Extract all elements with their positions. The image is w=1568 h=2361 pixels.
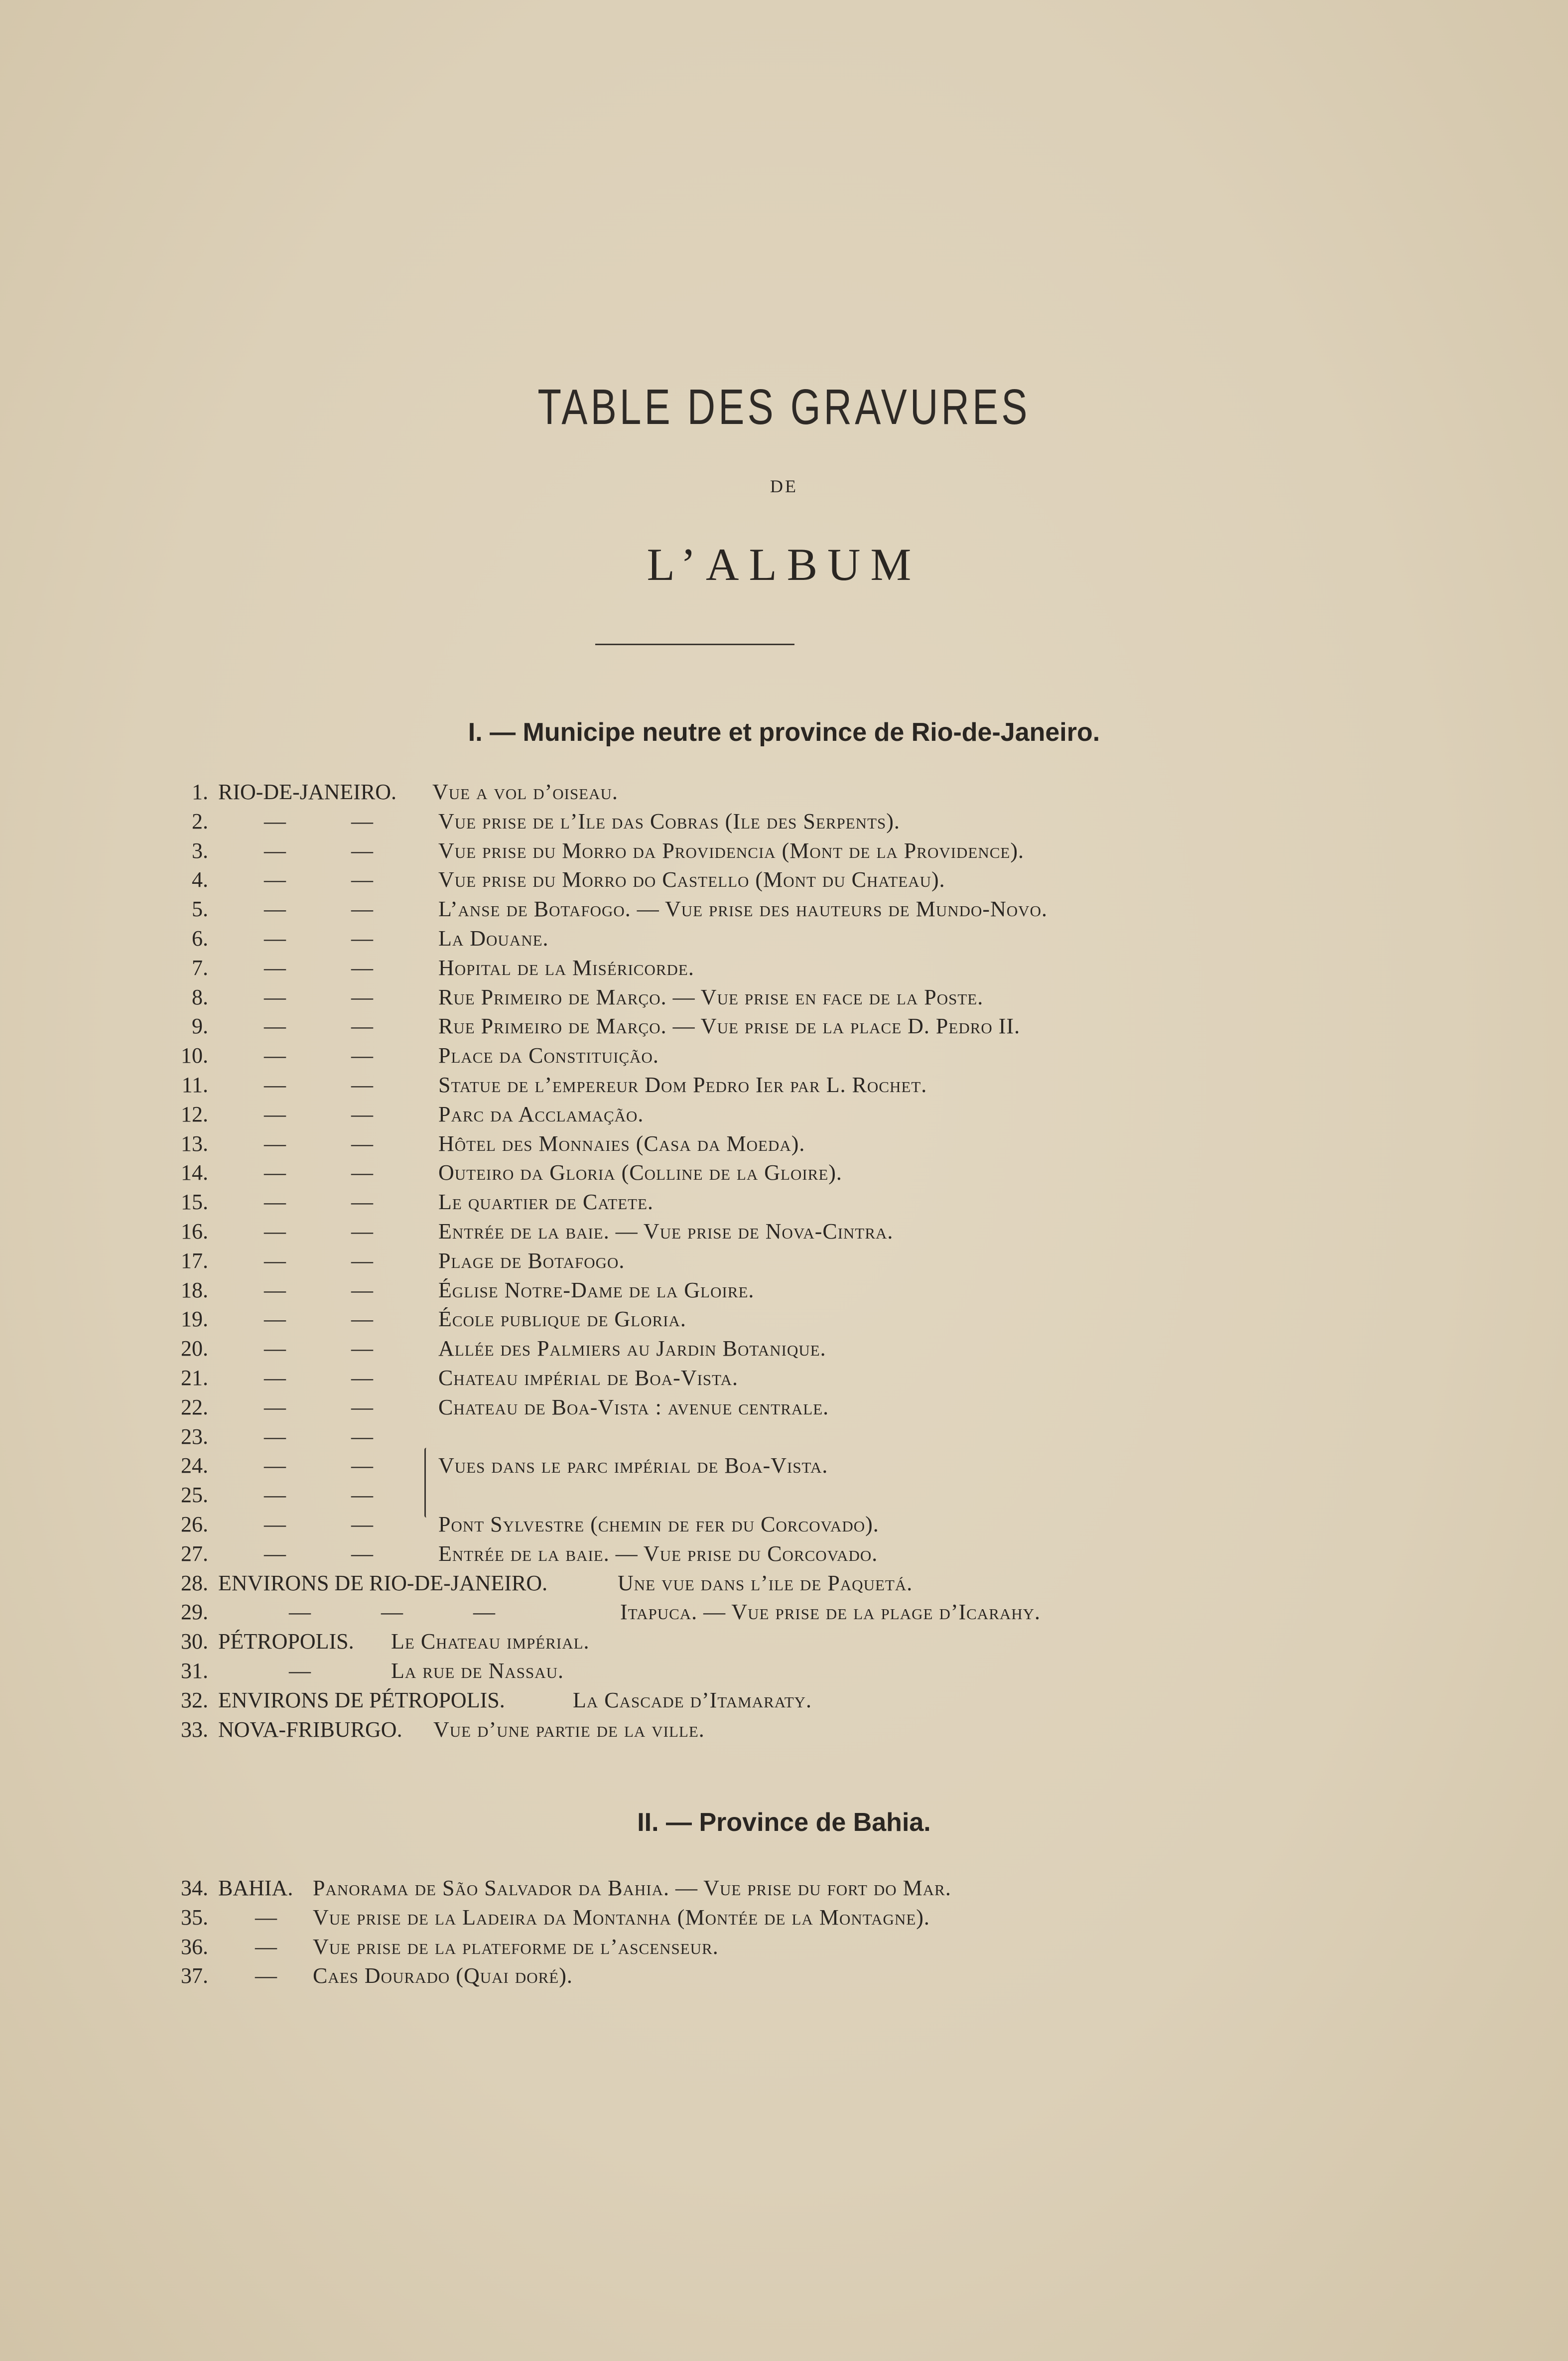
item-description: L’anse de Botafogo. — Vue prise des hauteurs de Mundo-Novo. — [438, 897, 1047, 922]
item-number: 12. — [181, 1102, 208, 1126]
list-item — [0, 1129, 1568, 1159]
item-number: 14. — [181, 1160, 208, 1185]
list-item — [0, 1187, 1568, 1217]
list-item — [0, 1568, 1568, 1598]
item-place: — — [255, 1905, 277, 1930]
list-item — [0, 1627, 1568, 1657]
list-item — [0, 1334, 1568, 1364]
list-item — [0, 1041, 1568, 1071]
brace-23-25 — [424, 1448, 434, 1518]
item-number: 34. — [181, 1876, 208, 1900]
item-description: Vues dans le parc impérial de Boa-Vista. — [438, 1453, 828, 1478]
item-number: 20. — [181, 1336, 208, 1361]
item-place: PÉTROPOLIS. — [218, 1629, 354, 1654]
item-description: Pont Sylvestre (chemin de fer du Corcovado). — [438, 1512, 879, 1536]
item-number: 1. — [192, 780, 208, 804]
item-place: — — — [264, 867, 373, 892]
list-item — [0, 924, 1568, 954]
item-number: 6. — [192, 926, 208, 951]
page-title: TABLE DES GRAVURES — [537, 379, 1031, 435]
item-description: Vue d’une partie de la ville. — [433, 1717, 705, 1742]
subtitle-de: DE — [770, 476, 798, 496]
item-number: 13. — [181, 1131, 208, 1156]
item-description: Place da Constituição. — [438, 1043, 659, 1068]
item-description: Hopital de la Miséricorde. — [438, 955, 694, 980]
item-description: Chateau impérial de Boa-Vista. — [438, 1366, 738, 1390]
item-number: 35. — [181, 1905, 208, 1930]
item-number: 28. — [181, 1570, 208, 1595]
item-number: 11. — [181, 1073, 208, 1097]
list-item — [0, 1480, 1568, 1510]
item-description: Le quartier de Catete. — [438, 1190, 654, 1215]
item-description: Le Chateau impérial. — [391, 1629, 590, 1654]
list-item — [0, 1597, 1568, 1627]
item-number: 30. — [181, 1629, 208, 1654]
item-description: Caes Dourado (Quai doré). — [313, 1963, 573, 1988]
item-place: — — — [264, 955, 373, 980]
item-number: 18. — [181, 1277, 208, 1302]
item-number: 22. — [181, 1394, 208, 1419]
item-description: La rue de Nassau. — [391, 1659, 564, 1683]
title-rule — [595, 644, 794, 645]
item-place: — — [255, 1963, 277, 1988]
item-place: — — — [264, 897, 373, 922]
list-item — [0, 1932, 1568, 1962]
item-place: — — — [264, 1248, 373, 1273]
list-item — [0, 1451, 1568, 1481]
list-item — [0, 894, 1568, 924]
item-number: 29. — [181, 1600, 208, 1625]
section-2-heading: II. — Province de Bahia. — [637, 1808, 931, 1837]
list-item — [0, 1656, 1568, 1686]
item-description: Rue Primeiro de Março. — Vue prise en face de la Poste. — [438, 984, 984, 1009]
item-description: Statue de l’empereur Dom Pedro Ier par L. Rochet. — [438, 1073, 927, 1097]
item-description: Église Notre-Dame de la Gloire. — [438, 1277, 755, 1302]
item-description: Vue prise du Morro do Castello (Mont du Chateau). — [438, 867, 945, 892]
list-item — [0, 1158, 1568, 1188]
item-description: Plage de Botafogo. — [438, 1248, 625, 1273]
list-item — [0, 1539, 1568, 1569]
item-description: Vue a vol d’oiseau. — [432, 780, 618, 804]
item-place: — — — [264, 1160, 373, 1185]
item-place: RIO-DE-JANEIRO. — [218, 780, 397, 804]
list-item — [0, 865, 1568, 895]
item-description: École publique de Gloria. — [438, 1307, 686, 1332]
list-item — [0, 1363, 1568, 1393]
item-description: Entrée de la baie. — Vue prise de Nova-Cintra. — [438, 1219, 894, 1244]
item-number: 7. — [192, 955, 208, 980]
item-number: 17. — [181, 1248, 208, 1273]
item-place: — — — [264, 1307, 373, 1332]
item-place: — — [255, 1934, 277, 1959]
item-description: Parc da Acclamação. — [438, 1102, 644, 1126]
item-number: 26. — [181, 1512, 208, 1536]
item-place: — — — [264, 1453, 373, 1478]
item-description: La Cascade d’Itamaraty. — [573, 1687, 812, 1712]
item-place: — — — [264, 1102, 373, 1126]
item-number: 37. — [181, 1963, 208, 1988]
item-place: — — — [264, 1219, 373, 1244]
list-item — [0, 1246, 1568, 1276]
item-place: ENVIRONS DE RIO-DE-JANEIRO. — [218, 1570, 548, 1595]
item-description: Itapuca. — Vue prise de la plage d’Icarahy. — [620, 1600, 1041, 1625]
item-place: — — — [264, 1512, 373, 1536]
list-item — [0, 1685, 1568, 1715]
item-place: — — — [264, 1014, 373, 1039]
item-number: 19. — [181, 1307, 208, 1332]
item-number: 16. — [181, 1219, 208, 1244]
album-title: L’ALBUM — [647, 539, 921, 590]
item-place: — — — [264, 1190, 373, 1215]
item-place: — — [289, 1659, 311, 1683]
item-place: NOVA-FRIBURGO. — [218, 1717, 402, 1742]
item-number: 36. — [181, 1934, 208, 1959]
list-item — [0, 777, 1568, 807]
item-number: 33. — [181, 1717, 208, 1742]
list-item — [0, 1715, 1568, 1745]
list-item — [0, 1070, 1568, 1100]
item-place: ENVIRONS DE PÉTROPOLIS. — [218, 1687, 505, 1712]
list-item — [0, 953, 1568, 983]
item-place: — — — [264, 1277, 373, 1302]
list-item — [0, 1275, 1568, 1305]
list-item — [0, 1903, 1568, 1933]
item-number: 2. — [192, 809, 208, 833]
item-place: — — — [264, 1043, 373, 1068]
item-place: — — — [264, 1336, 373, 1361]
item-description: Outeiro da Gloria (Colline de la Gloire). — [438, 1160, 842, 1185]
list-item — [0, 1100, 1568, 1129]
item-description: Hôtel des Monnaies (Casa da Moeda). — [438, 1131, 805, 1156]
item-place: BAHIA. — [218, 1876, 293, 1900]
item-place: — — — [264, 838, 373, 863]
item-description: Vue prise de la plateforme de l’ascenseur. — [313, 1934, 719, 1959]
item-description: Panorama de São Salvador da Bahia. — Vue prise du fort do Mar. — [313, 1876, 951, 1900]
item-description: La Douane. — [438, 926, 549, 951]
item-description: Vue prise de la Ladeira da Montanha (Montée de la Montagne). — [313, 1905, 930, 1930]
item-number: 9. — [192, 1014, 208, 1039]
list-item — [0, 1217, 1568, 1247]
item-number: 15. — [181, 1190, 208, 1215]
item-place: — — — [264, 1424, 373, 1449]
item-number: 31. — [181, 1659, 208, 1683]
list-item — [0, 1422, 1568, 1452]
item-place: — — — [264, 1483, 373, 1508]
item-number: 4. — [192, 867, 208, 892]
list-item — [0, 836, 1568, 866]
list-item — [0, 1873, 1568, 1903]
item-description: Une vue dans l’ile de Paquetá. — [618, 1570, 913, 1595]
item-place: — — — [264, 1366, 373, 1390]
list-item — [0, 1510, 1568, 1539]
item-description: Vue prise du Morro da Providencia (Mont de la Providence). — [438, 838, 1025, 863]
item-description: Vue prise de l’Ile das Cobras (Ile des Serpents). — [438, 809, 900, 833]
item-place: — — — [264, 1073, 373, 1097]
item-place: — — — — [289, 1600, 495, 1625]
item-description: Chateau de Boa-Vista : avenue centrale. — [438, 1394, 829, 1419]
item-description: Entrée de la baie. — Vue prise du Corcovado. — [438, 1541, 878, 1566]
item-number: 25. — [181, 1483, 208, 1508]
item-number: 24. — [181, 1453, 208, 1478]
item-number: 8. — [192, 984, 208, 1009]
list-item — [0, 1304, 1568, 1334]
list-item — [0, 807, 1568, 836]
item-number: 27. — [181, 1541, 208, 1566]
item-number: 3. — [192, 838, 208, 863]
section-1-heading: I. — Municipe neutre et province de Rio-de-Janeiro. — [468, 718, 1100, 747]
item-number: 21. — [181, 1366, 208, 1390]
item-number: 23. — [181, 1424, 208, 1449]
item-place: — — — [264, 926, 373, 951]
item-place: — — — [264, 809, 373, 833]
item-description: Allée des Palmiers au Jardin Botanique. — [438, 1336, 826, 1361]
item-place: — — — [264, 1541, 373, 1566]
list-item — [0, 982, 1568, 1012]
item-number: 10. — [181, 1043, 208, 1068]
item-place: — — — [264, 984, 373, 1009]
list-item — [0, 1961, 1568, 1991]
item-place: — — — [264, 1394, 373, 1419]
item-description: Rue Primeiro de Março. — Vue prise de la place D. Pedro II. — [438, 1014, 1021, 1039]
item-place: — — — [264, 1131, 373, 1156]
list-item — [0, 1392, 1568, 1422]
item-number: 5. — [192, 897, 208, 922]
list-item — [0, 1011, 1568, 1041]
item-number: 32. — [181, 1687, 208, 1712]
